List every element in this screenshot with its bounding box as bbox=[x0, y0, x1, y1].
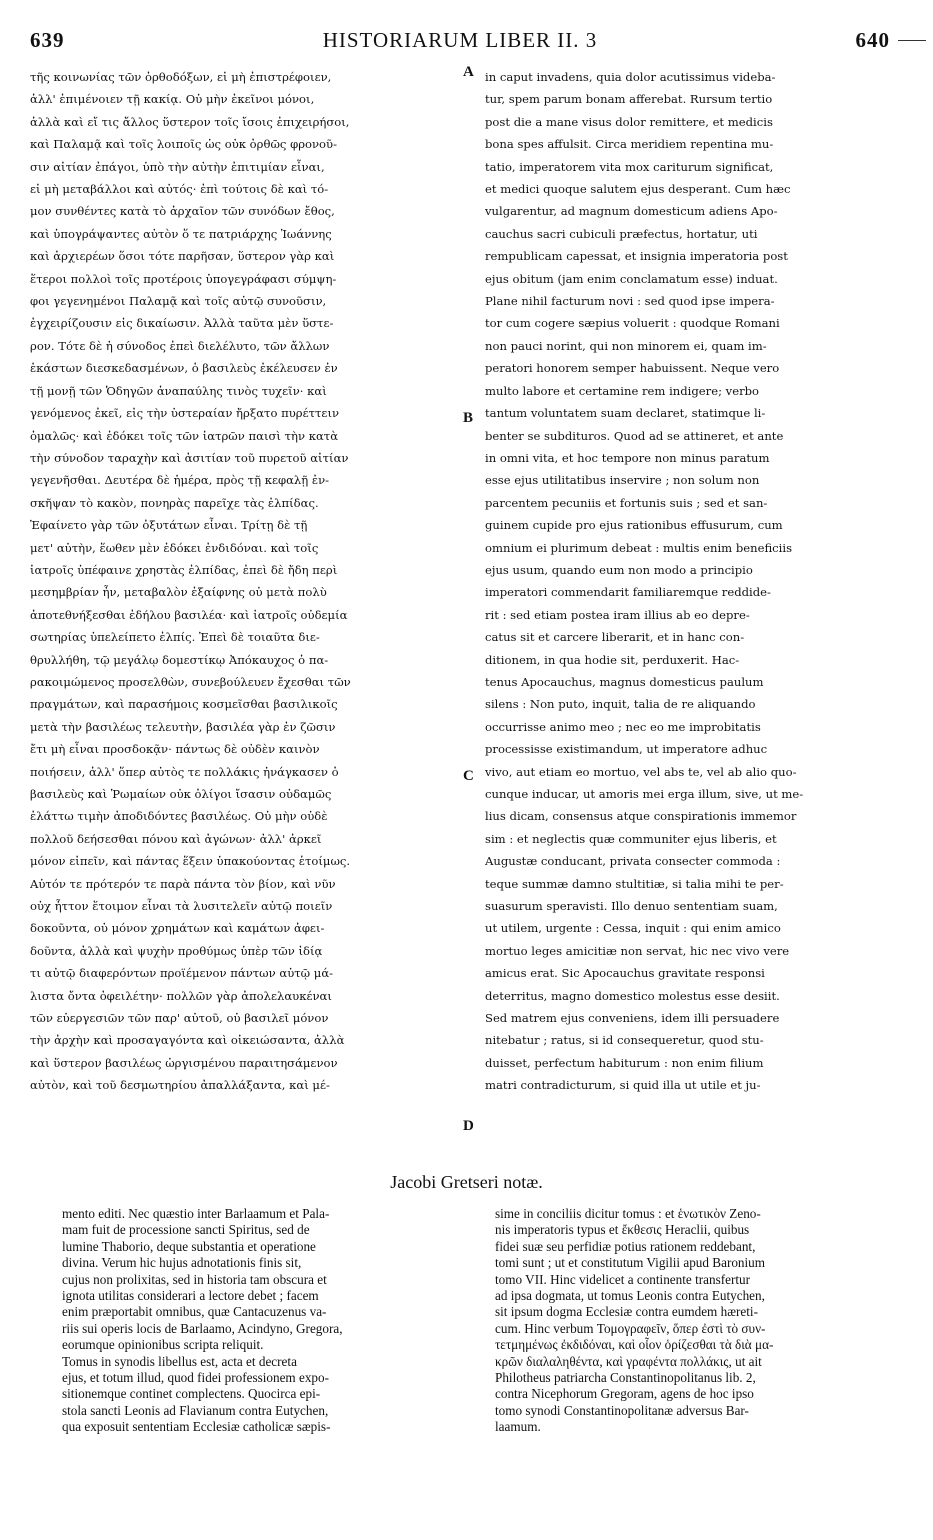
greek-text-line: ἕτεροι πολλοὶ τοῖς προτέροις ὑπογεγράφασι σύμψη- bbox=[30, 271, 337, 286]
note-line: contra Nicephorum Gregoram, agens de hoc ipso bbox=[495, 1386, 754, 1402]
greek-text-line: ἰατροῖς ὑπέφαινε χρηστὰς ἐλπίδας, ἐπεὶ δὲ ἤδη περὶ bbox=[30, 562, 338, 577]
note-line: ignota utilitas considerari a lectore debet ; facem bbox=[62, 1288, 319, 1304]
latin-text-line: sim : et neglectis quæ communiter ejus liberis, et bbox=[485, 831, 777, 846]
note-line: nis imperatoris typus et ἔκθεσις Heraclii, quibus bbox=[495, 1222, 750, 1238]
greek-text-line: καὶ ἀρχιερέων ὅσοι τότε παρῆσαν, ὕστερον γὰρ καὶ bbox=[30, 249, 335, 264]
note-line: κρῶν διαλαληθέντα, καὶ γραφέντα πολλάκις, ut ait bbox=[495, 1353, 762, 1369]
note-line: riis sui operis locis de Barlaamo, Acindyno, Gregora, bbox=[62, 1320, 343, 1336]
note-line: laamum. bbox=[495, 1419, 541, 1435]
latin-text-line: rempublicam capessat, et insignia imperatoria post bbox=[485, 249, 788, 264]
greek-text-line: αὐτὸν, καὶ τοῦ δεσμωτηρίου ἀπαλλάξαντα, καὶ μέ- bbox=[30, 1078, 330, 1093]
greek-text-line: μεσημβρίαν ἦν, μεταβαλὸν ἐξαίφνης οὐ μετὰ πολὺ bbox=[30, 585, 327, 600]
greek-text-line: λιστα ὄντα ὀφειλέτην· πολλῶν γὰρ ἀπολελαυκέναι bbox=[30, 988, 332, 1003]
greek-text-line: οὐχ ἧττον ἕτοιμον εἶναι τὰ λυσιτελεῖν αὐτῷ ποιεῖν bbox=[30, 899, 333, 914]
latin-text-line: ejus obitum (jam enim conclamatum esse) induat. bbox=[485, 271, 778, 286]
greek-text-line: τὴν σύνοδον ταραχὴν καὶ ἀσιτίαν τοῦ πυρετοῦ αἰτίαν bbox=[30, 450, 349, 465]
note-line: sime in conciliis dicitur tomus : et ἑνωτικὸν Zeno- bbox=[495, 1206, 761, 1221]
greek-text-line: σκῆψαν τὸ κακὸν, πονηρὰς παρεῖχε τὰς ἐλπίδας. bbox=[30, 495, 319, 510]
latin-text-line: multo labore et certamine rem indigere; verbo bbox=[485, 383, 760, 398]
note-line: lumine Thaborio, deque substantia et operatione bbox=[62, 1238, 316, 1254]
greek-text-line: ὁμαλῶς· καὶ ἐδόκει τοῖς τῶν ἰατρῶν παισὶ τὴν κατὰ bbox=[30, 428, 339, 443]
latin-text-line: teque summæ damno stultitiæ, si talia mihi te per- bbox=[485, 876, 784, 891]
greek-text-line: ἐλάττω τιμὴν ἀποδιδόντες βασιλέως. Οὐ μὴν οὐδὲ bbox=[30, 809, 328, 824]
note-line: enim præportabit omnibus, quæ Cantacuzenus va- bbox=[62, 1304, 327, 1320]
greek-text-line: ἀλλ' ἐπιμένοιεν τῇ κακίᾳ. Οὐ μὴν ἐκεῖνοι μόνοι, bbox=[30, 92, 315, 107]
latin-text-line: tantum voluntatem suam declaret, statimque li- bbox=[485, 406, 766, 421]
note-line: tomi sunt ; ut et constitutum Vigilii apud Baronium bbox=[495, 1255, 766, 1271]
greek-text-line: σωτηρίας ὑπελείπετο ἐλπίς. Ἐπεὶ δὲ τοιαῦτα διε- bbox=[30, 630, 320, 645]
notes-left-column bbox=[62, 1206, 470, 1436]
greek-text-line: τῇ μονῇ τῶν Ὁδηγῶν ἀναπαύλης τινὸς τυχεῖν· καὶ bbox=[30, 383, 327, 398]
latin-text-line: tatio, imperatorem vita mox cariturum significat, bbox=[485, 159, 774, 174]
note-line: qua exposuit sententiam Ecclesiæ catholicæ sæpis- bbox=[62, 1419, 331, 1435]
latin-text-line: bona spes affulsit. Circa meridiem repentina mu- bbox=[485, 137, 774, 152]
greek-text-line: καὶ Παλαμᾷ καὶ τοῖς λοιποῖς ὡς οὐκ ὀρθῶς φρονοῦ- bbox=[30, 137, 338, 152]
greek-text-line: τὴν ἀρχὴν καὶ προσαγαγόντα καὶ οἰκειώσαντα, ἀλλὰ bbox=[30, 1033, 345, 1048]
greek-text-line: τῶν εὐεργεσιῶν τῶν παρ' αὐτοῦ, οὐ βασιλεῖ μόνον bbox=[30, 1011, 329, 1026]
latin-text-line: processisse existimandum, ut imperatore adhuc bbox=[485, 742, 768, 757]
note-line: mento editi. Nec quæstio inter Barlaamum et Pala- bbox=[62, 1206, 330, 1221]
greek-text-line: καὶ ὑπογράψαντες αὐτὸν ὅ τε πατριάρχης Ἰωάννης bbox=[30, 226, 332, 241]
latin-text-line: Plane nihil facturum novi : sed quod ipse impera- bbox=[485, 294, 775, 309]
greek-text-line: φοι γεγενημένοι Παλαμᾷ καὶ τοῖς αὐτῷ συνοῦσιν, bbox=[30, 294, 327, 309]
latin-text-line: Sed matrem ejus conveniens, idem illi persuadere bbox=[485, 1011, 780, 1026]
latin-text-line: cauchus sacri cubiculi præfectus, hortatur, uti bbox=[485, 226, 758, 241]
latin-text-line: rit : sed etiam postea iram illius ab eo depre- bbox=[485, 607, 750, 622]
greek-text-line: μετ' αὐτὴν, ἕωθεν μὲν ἐδόκει ἐνδιδόναι. καὶ τοῖς bbox=[30, 540, 319, 555]
greek-text-line: μον συνθέντες κατὰ τὸ ἀρχαῖον τῶν συνόδων ἔθος, bbox=[30, 204, 335, 219]
greek-text-line: μετὰ τὴν βασιλέως τελευτὴν, βασιλέα γὰρ ἐν ζῶσιν bbox=[30, 719, 336, 734]
greek-text-line: σιν αἰτίαν ἐπάγοι, ὑπὸ τὴν αὐτὴν ἐπιτιμίαν εἶναι, bbox=[30, 159, 325, 174]
greek-text-line: βασιλεὺς καὶ Ῥωμαίων οὐκ ὀλίγοι ἴσασιν οὐδαμῶς bbox=[30, 787, 332, 801]
latin-text-line: mortuo leges amicitiæ non servat, hic nec vivo vere bbox=[485, 943, 790, 958]
latin-text-line: catus sit et carcere liberarit, et in hanc con- bbox=[485, 630, 745, 645]
note-line: cujus non prolixitas, sed in historia tam obscura et bbox=[62, 1271, 327, 1287]
latin-text-line: tur, spem parum bonam afferebat. Rursum tertio bbox=[485, 92, 773, 107]
greek-text-line: καὶ ὕστερον βασιλέως ὠργισμένου παραιτησάμενον bbox=[30, 1055, 338, 1070]
greek-text-line: ἀλλὰ καὶ εἴ τις ἄλλος ὕστερον τοῖς ἴσοις ἐπιχειρήσοι, bbox=[30, 114, 350, 129]
note-line: sit ipsum dogma Ecclesiæ contra eumdem hæreti- bbox=[495, 1304, 758, 1320]
latin-text-line: silens : Non puto, inquit, talia de re aliquando bbox=[485, 697, 756, 712]
greek-text-line: Αὐτόν τε πρότερόν τε παρὰ πάντα τὸν βίον, καὶ νῦν bbox=[30, 876, 336, 891]
latin-text-line: in caput invadens, quia dolor acutissimus videba- bbox=[485, 70, 776, 84]
note-line: sitionemque continet complectens. Quocirca epi- bbox=[62, 1386, 321, 1402]
note-line: tomo synodi Constantinopolitanæ adversus Bar- bbox=[495, 1402, 749, 1418]
greek-text-line: γεγενῆσθαι. Δευτέρα δὲ ἡμέρα, πρὸς τῇ κεφαλῇ ἐν- bbox=[30, 473, 330, 488]
greek-text-line: δοῦντα, ἀλλὰ καὶ ψυχὴν προθύμως ὑπὲρ τῶν ἰδίᾳ bbox=[30, 943, 323, 958]
page-number-left: 639 bbox=[30, 28, 65, 52]
margin-letter-a: A bbox=[463, 64, 474, 80]
greek-text-line: ρακοιμώμενος προσελθὼν, συνεβούλευεν ἔχεσθαι τῶν bbox=[30, 674, 351, 689]
greek-text-line: ρον. Τότε δὲ ἡ σύνοδος ἐπεὶ διελέλυτο, τῶν ἄλλων bbox=[30, 338, 330, 353]
latin-text-line: ut utilem, urgente : Cessa, inquit : qui enim amico bbox=[485, 921, 781, 936]
latin-text-line: ditionem, in qua hodie sit, perduxerit. Hac- bbox=[485, 652, 740, 667]
latin-text-line: et medici quoque salutem ejus desperant. Cum hæc bbox=[485, 182, 791, 197]
page-number-right: 640 bbox=[855, 28, 890, 52]
latin-text-line: nitebatur ; ratus, si id consequeretur, quod stu- bbox=[485, 1033, 764, 1048]
running-title: HISTORIARUM LIBER II. 3 bbox=[322, 28, 598, 52]
greek-text-line: εἰ μὴ μεταβάλλοι καὶ αὐτός· ἐπὶ τούτοις δὲ καὶ τό- bbox=[30, 182, 329, 197]
note-line: τετμημένως ἐκδιδόναι, καὶ οἷον ὁρίζεσθαι τὰ διὰ μα- bbox=[495, 1337, 774, 1353]
note-line: ejus, et totum illud, quod fidei professionem expo- bbox=[62, 1370, 330, 1386]
latin-text-line: omnium ei plurimum debeat : multis enim beneficiis bbox=[485, 540, 793, 555]
latin-text-line: tor cum cogere sæpius voluerit : quodque Romani bbox=[485, 316, 780, 331]
note-line: cum. Hinc verbum Τομογραφεῖν, ὅπερ ἐστὶ τὸ συν- bbox=[495, 1320, 766, 1336]
latin-text-line: cunque inducar, ut amoris mei erga illum, sive, ut me- bbox=[485, 787, 804, 801]
greek-text-line: δοκοῦντα, οὐ μόνον χρημάτων καὶ καμάτων ἀφει- bbox=[30, 921, 325, 936]
note-line: Philotheus patriarcha Constantinopolitanus lib. 2, bbox=[495, 1370, 756, 1386]
latin-text-line: suasurum speravisti. Illo denuo sententiam suam, bbox=[485, 899, 778, 914]
latin-text-line: imperatori commendarit familiaremque reddide- bbox=[485, 585, 771, 600]
greek-text-column bbox=[30, 66, 460, 1097]
note-line: divina. Verum hic hujus adnotationis finis sit, bbox=[62, 1255, 302, 1271]
latin-text-line: occurrisse animo meo ; nec eo me improbitatis bbox=[485, 719, 761, 734]
greek-text-line: πραγμάτων, καὶ παρασήμοις κοσμεῖσθαι βασιλικοῖς bbox=[30, 697, 338, 712]
greek-text-line: ἑκάστων διεσκεδασμένων, ὁ βασιλεὺς ἐκέλευσεν ἐν bbox=[30, 361, 338, 376]
latin-text-line: non pauci norint, qui non minorem ei, quam im- bbox=[485, 338, 767, 353]
greek-text-line: γενόμενος ἐκεῖ, εἰς τὴν ὑστεραίαν ἤρξατο πυρέττειν bbox=[30, 406, 340, 421]
greek-text-line: ἀποτεθνήξεσθαι ἐδήλου βασιλέα· καὶ ἰατροῖς οὐδεμία bbox=[30, 607, 348, 622]
latin-text-line: vivo, aut etiam eo mortuo, vel abs te, vel ab alio quo- bbox=[485, 764, 797, 779]
greek-text-line: πολλοῦ δεήσεσθαι πόνου καὶ ἀγώνων· ἀλλ' ἀρκεῖ bbox=[30, 831, 322, 846]
latin-text-line: parcentem pecuniis et fortunis suis ; sed et san- bbox=[485, 495, 768, 510]
latin-text-line: guinem cupide pro ejus rationibus effusurum, cum bbox=[485, 518, 783, 533]
note-line: stola sancti Leonis ad Flavianum contra Eutychen, bbox=[62, 1402, 329, 1418]
latin-text-line: esse ejus utilitatibus inservire ; non solum non bbox=[485, 473, 760, 488]
latin-text-line: tenus Apocauchus, magnus domesticus paulum bbox=[485, 674, 764, 689]
latin-text-line: peratori honorem semper habuissent. Neque vero bbox=[485, 361, 780, 376]
latin-text-line: matri contradicturum, si quid illa ut utile et ju- bbox=[485, 1078, 761, 1093]
latin-text-line: ejus usum, quando eum non modo a principio bbox=[485, 562, 753, 577]
latin-text-line: benter se subdituros. Quod ad se attineret, et ante bbox=[485, 428, 784, 443]
greek-text-line: θρυλλήθη, τῷ μεγάλῳ δομεστίκῳ Ἀπόκαυχος ὁ πα- bbox=[30, 652, 329, 667]
greek-text-line: ἔτι μὴ εἶναι προσδοκᾷν· πάντως δὲ οὐδὲν καινὸν bbox=[30, 742, 320, 757]
greek-text-line: τῆς κοινωνίας τῶν ὀρθοδόξων, εἰ μὴ ἐπιστρέφοιεν, bbox=[30, 70, 332, 84]
note-line: fidei suæ seu perfidiæ potius rationem reddebant, bbox=[495, 1238, 756, 1254]
latin-text-line: post die a mane visus dolor remittere, et medicis bbox=[485, 114, 773, 129]
note-line: Tomus in synodis libellus est, acta et decreta bbox=[62, 1353, 297, 1369]
margin-letter-c: C bbox=[463, 768, 474, 784]
note-line: eorumque opinionibus scripta reliquit. bbox=[62, 1337, 264, 1353]
greek-text-line: τι αὐτῷ διαφερόντων προϊέμενον πάντων αὐτῷ μά- bbox=[30, 966, 334, 981]
latin-text-line: amicus erat. Sic Apocauchus gravitate responsi bbox=[485, 966, 765, 981]
margin-letter-d: D bbox=[463, 1118, 474, 1134]
page-header bbox=[30, 28, 890, 58]
greek-text-line: μόνον εἰπεῖν, καὶ πάντας ἕξειν ὑπακούοντας ἑτοίμως. bbox=[30, 854, 351, 869]
latin-text-line: Augustæ conducant, privata consecter commoda : bbox=[485, 854, 781, 869]
margin-letter-b: B bbox=[463, 410, 474, 426]
latin-text-line: in omni vita, et hoc tempore non minus paratum bbox=[485, 450, 770, 465]
note-line: tomo VII. Hinc videlicet a continente transfertur bbox=[495, 1271, 750, 1287]
latin-text-line: duisset, perfectum habiturum : non enim filium bbox=[485, 1055, 764, 1070]
note-line: mam fuit de processione sancti Spiritus, sed de bbox=[62, 1222, 310, 1238]
greek-text-line: Ἐφαίνετο γὰρ τῶν ὀξυτάτων εἶναι. Τρίτῃ δὲ τῇ bbox=[30, 518, 308, 533]
latin-text-line: vulgarentur, ad magnum domesticum adiens Apo- bbox=[485, 204, 778, 219]
notes-right-column bbox=[495, 1206, 905, 1436]
greek-text-line: ποιήσειν, ἀλλ' ὅπερ αὐτὸς τε πολλάκις ἠνάγκασεν ὁ bbox=[30, 764, 339, 779]
note-line: ad ipsa dogmata, ut tomus Leonis contra Eutychen, bbox=[495, 1288, 765, 1304]
margin-rule bbox=[898, 40, 926, 41]
notes-title: Jacobi Gretseri notæ. bbox=[390, 1172, 543, 1192]
greek-text-line: ἐγχειρίζουσιν εἰς δικαίωσιν. Ἀλλὰ ταῦτα μὲν ὕστε- bbox=[30, 316, 334, 331]
latin-text-line: lius dicam, consensus atque conspirationis immemor bbox=[485, 809, 797, 824]
latin-text-column bbox=[485, 66, 905, 1097]
latin-text-line: deterritus, magno domestico molestus esse desiit. bbox=[485, 988, 780, 1003]
